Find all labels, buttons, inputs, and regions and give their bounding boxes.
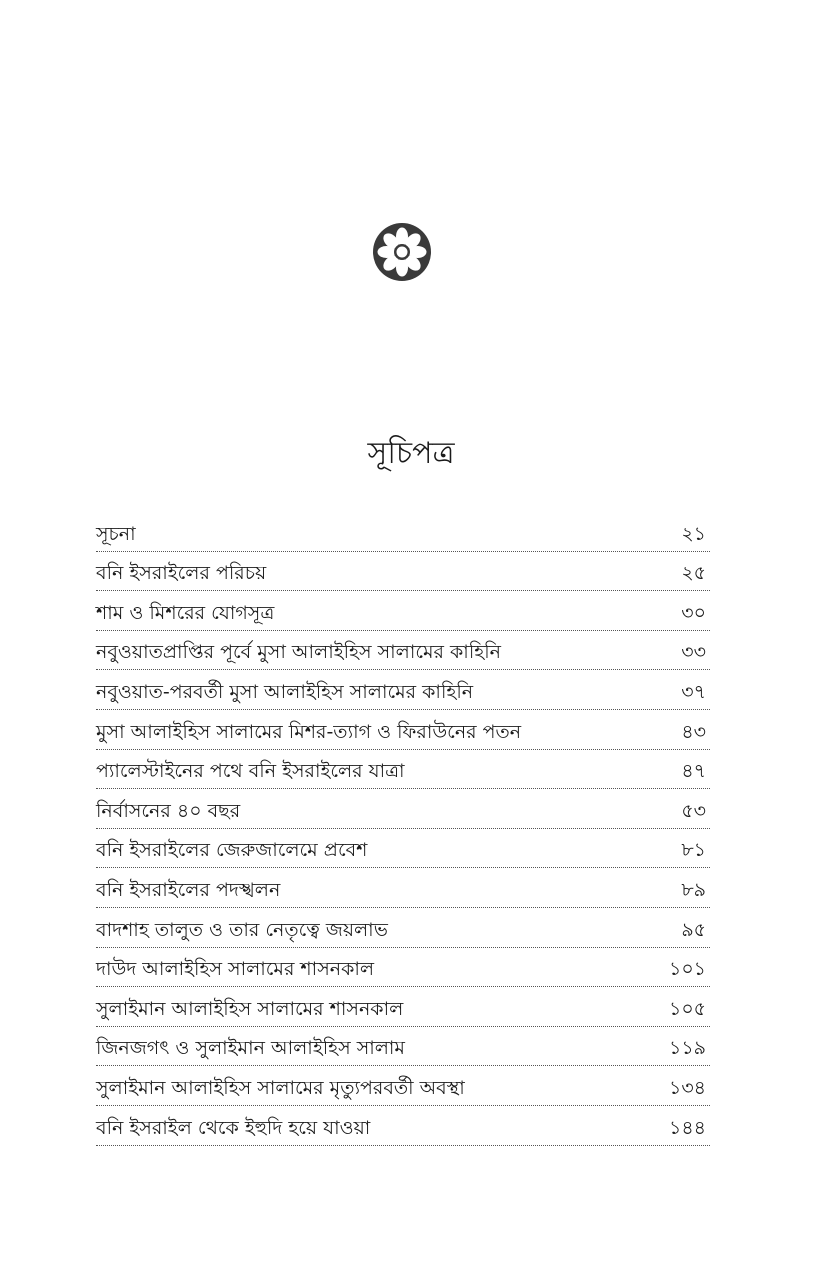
toc-entry[interactable]	[96, 552, 710, 592]
table-of-contents	[96, 512, 710, 1146]
toc-entry-page: ১০৫	[668, 997, 706, 1020]
toc-entry-page: ৩৩	[681, 641, 706, 664]
toc-entry[interactable]	[96, 987, 710, 1027]
toc-entry-title: মুসা আলাইহিস সালামের মিশর-ত্যাগ ও ফিরাউনের পতন	[96, 720, 522, 743]
toc-entry[interactable]	[96, 710, 710, 750]
page-title: সূচিপত্র	[367, 436, 455, 471]
toc-entry-page: ৪৭	[681, 760, 706, 783]
toc-entry-title: নির্বাসনের ৪০ বছর	[96, 799, 241, 822]
toc-entry-title: শাম ও মিশরের যোগসূত্র	[96, 601, 275, 624]
toc-entry-title: সূচনা	[96, 522, 136, 545]
toc-entry-title: বাদশাহ তালুত ও তার নেতৃত্বে জয়লাভ	[96, 918, 388, 941]
toc-entry[interactable]	[96, 908, 710, 948]
toc-entry-title: জিনজগৎ ও সুলাইমান আলাইহিস সালাম	[96, 1037, 405, 1060]
toc-entry[interactable]	[96, 948, 710, 988]
toc-entry-page: ২৫	[681, 562, 706, 585]
toc-entry-title: সুলাইমান আলাইহিস সালামের মৃত্যুপরবর্তী অবস্থা	[96, 1076, 465, 1099]
toc-entry[interactable]	[96, 829, 710, 869]
toc-entry-title: বনি ইসরাইলের পরিচয়	[96, 562, 267, 585]
toc-entry[interactable]	[96, 670, 710, 710]
toc-entry-page: ৫৩	[681, 799, 706, 822]
toc-entry[interactable]	[96, 1106, 710, 1146]
toc-entry[interactable]	[96, 1027, 710, 1067]
toc-entry-title: দাউদ আলাইহিস সালামের শাসনকাল	[96, 958, 375, 981]
toc-entry-page: ৯৫	[681, 918, 706, 941]
toc-entry-page: ১০১	[668, 958, 706, 981]
toc-entry[interactable]	[96, 631, 710, 671]
toc-entry[interactable]	[96, 868, 710, 908]
toc-entry[interactable]	[96, 789, 710, 829]
toc-entry-page: ১৪৪	[669, 1116, 706, 1139]
toc-entry-page: ৪৩	[681, 720, 706, 743]
toc-entry-title: বনি ইসরাইলের পদস্খলন	[96, 878, 281, 901]
toc-entry[interactable]	[96, 750, 710, 790]
toc-entry-title: প্যালেস্টাইনের পথে বনি ইসরাইলের যাত্রা	[96, 760, 405, 783]
toc-entry-title: বনি ইসরাইলের জেরুজালেমে প্রবেশ	[96, 839, 368, 862]
toc-entry-title: সুলাইমান আলাইহিস সালামের শাসনকাল	[96, 997, 404, 1020]
toc-entry-page: ১১৯	[669, 1037, 706, 1060]
toc-entry[interactable]	[96, 512, 710, 552]
toc-entry[interactable]	[96, 591, 710, 631]
flower-ornament-icon	[372, 222, 432, 282]
toc-entry-page: ১৩৪	[668, 1076, 706, 1099]
toc-entry[interactable]	[96, 1066, 710, 1106]
toc-entry-title: বনি ইসরাইল থেকে ইহুদি হয়ে যাওয়া	[96, 1116, 371, 1139]
toc-entry-page: ৩৭	[681, 680, 706, 703]
toc-entry-title: নবুওয়াত-পরবর্তী মুসা আলাইহিস সালামের কাহিনি	[96, 680, 474, 703]
toc-entry-title: নবুওয়াতপ্রাপ্তির পূর্বে মুসা আলাইহিস সালামের কাহিনি	[96, 641, 502, 664]
toc-entry-page: ২১	[681, 522, 706, 545]
toc-entry-page: ৮৯	[681, 878, 706, 901]
toc-entry-page: ৩০	[681, 601, 706, 624]
toc-entry-page: ৮১	[681, 839, 706, 862]
